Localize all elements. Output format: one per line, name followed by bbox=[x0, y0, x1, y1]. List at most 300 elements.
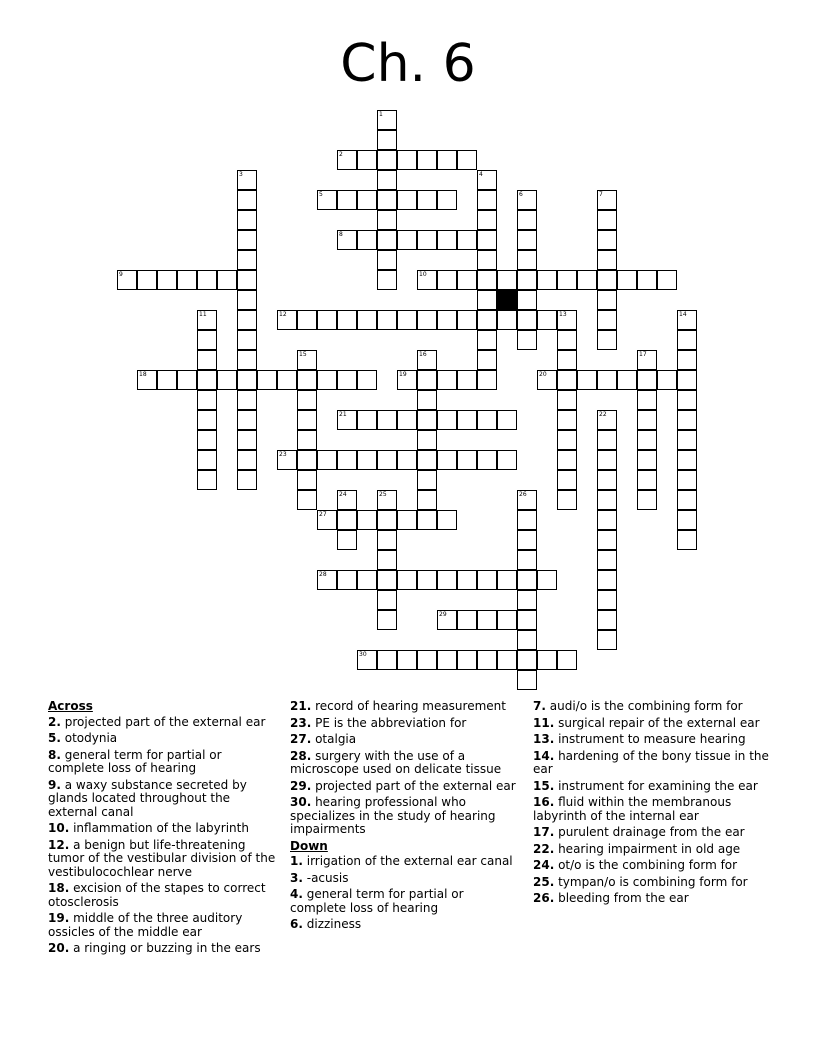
grid-cell[interactable] bbox=[217, 370, 237, 390]
grid-cell[interactable] bbox=[317, 190, 337, 210]
grid-cell[interactable] bbox=[457, 650, 477, 670]
grid-cell[interactable] bbox=[677, 370, 697, 390]
grid-cell[interactable] bbox=[377, 170, 397, 190]
grid-cell[interactable] bbox=[237, 350, 257, 370]
grid-cell[interactable] bbox=[237, 450, 257, 470]
grid-cell[interactable] bbox=[357, 570, 377, 590]
grid-cell[interactable] bbox=[497, 410, 517, 430]
grid-cell[interactable] bbox=[237, 390, 257, 410]
clue-number: 28. bbox=[290, 748, 312, 763]
grid-cell[interactable] bbox=[417, 150, 437, 170]
grid-cell[interactable] bbox=[437, 370, 457, 390]
clue-number: 18. bbox=[48, 881, 70, 895]
grid-cell[interactable] bbox=[197, 430, 217, 450]
grid-cell[interactable] bbox=[237, 310, 257, 330]
grid-cell[interactable] bbox=[237, 370, 257, 390]
grid-cell[interactable] bbox=[457, 370, 477, 390]
clue-item bbox=[290, 750, 522, 777]
grid-cell[interactable] bbox=[477, 650, 497, 670]
grid-cell[interactable] bbox=[497, 450, 517, 470]
grid-cell[interactable] bbox=[557, 370, 577, 390]
clue-number-label: 23 bbox=[279, 451, 287, 458]
grid-cell[interactable] bbox=[377, 150, 397, 170]
clue-number-label: 9 bbox=[119, 271, 123, 278]
clue-item bbox=[533, 780, 773, 794]
grid-cell[interactable] bbox=[317, 570, 337, 590]
grid-cell[interactable] bbox=[357, 230, 377, 250]
grid-cell[interactable] bbox=[417, 230, 437, 250]
grid-cell[interactable] bbox=[497, 310, 517, 330]
grid-cell[interactable] bbox=[177, 270, 197, 290]
grid-cell[interactable] bbox=[557, 470, 577, 490]
grid-cell[interactable] bbox=[497, 610, 517, 630]
grid-cell[interactable] bbox=[377, 210, 397, 230]
grid-cell[interactable] bbox=[377, 530, 397, 550]
grid-cell[interactable] bbox=[597, 510, 617, 530]
grid-cell[interactable] bbox=[337, 310, 357, 330]
clue-item bbox=[48, 779, 280, 820]
grid-cell[interactable] bbox=[297, 350, 317, 370]
grid-cell[interactable] bbox=[597, 450, 617, 470]
grid-cell[interactable] bbox=[357, 190, 377, 210]
clue-number-label: 20 bbox=[539, 371, 547, 378]
grid-cell[interactable] bbox=[517, 310, 537, 330]
grid-cell[interactable] bbox=[617, 370, 637, 390]
grid-cell[interactable] bbox=[417, 370, 437, 390]
grid-cell[interactable] bbox=[377, 410, 397, 430]
clue-item bbox=[533, 826, 773, 840]
clue-number-label: 10 bbox=[419, 271, 427, 278]
grid-cell[interactable] bbox=[237, 250, 257, 270]
grid-cell[interactable] bbox=[677, 510, 697, 530]
grid-cell[interactable] bbox=[317, 370, 337, 390]
clue-item bbox=[533, 876, 773, 890]
grid-cell[interactable] bbox=[237, 330, 257, 350]
grid-cell[interactable] bbox=[217, 270, 237, 290]
clue-text: projected part of the external ear bbox=[311, 778, 516, 793]
grid-cell[interactable] bbox=[377, 590, 397, 610]
grid-cell[interactable] bbox=[677, 530, 697, 550]
grid-cell[interactable] bbox=[237, 230, 257, 250]
clue-item bbox=[290, 796, 522, 837]
grid-cell[interactable] bbox=[677, 390, 697, 410]
clue-number: 29. bbox=[290, 778, 312, 793]
grid-cell[interactable] bbox=[477, 250, 497, 270]
grid-cell[interactable] bbox=[417, 270, 437, 290]
grid-cell[interactable] bbox=[557, 310, 577, 330]
grid-cell[interactable] bbox=[377, 270, 397, 290]
clue-text: hardening of the bony tissue in the ear bbox=[533, 748, 769, 776]
grid-cell[interactable] bbox=[177, 370, 197, 390]
clue-number: 2. bbox=[48, 714, 61, 729]
grid-cell[interactable] bbox=[417, 490, 437, 510]
grid-cell[interactable] bbox=[397, 150, 417, 170]
grid-cell[interactable] bbox=[377, 250, 397, 270]
grid-cell[interactable] bbox=[597, 270, 617, 290]
grid-cell[interactable] bbox=[297, 450, 317, 470]
grid-cell[interactable] bbox=[377, 230, 397, 250]
grid-cell[interactable] bbox=[377, 190, 397, 210]
grid-cell[interactable] bbox=[457, 150, 477, 170]
clue-number-label: 16 bbox=[419, 351, 427, 358]
grid-cell[interactable] bbox=[337, 370, 357, 390]
grid-cell[interactable] bbox=[577, 270, 597, 290]
clue-number: 15. bbox=[533, 778, 555, 793]
grid-cell[interactable] bbox=[597, 590, 617, 610]
grid-cell[interactable] bbox=[437, 190, 457, 210]
grid-cell[interactable] bbox=[477, 410, 497, 430]
grid-cell[interactable] bbox=[397, 230, 417, 250]
grid-cell[interactable] bbox=[497, 650, 517, 670]
grid-cell[interactable] bbox=[237, 290, 257, 310]
grid-cell[interactable] bbox=[557, 350, 577, 370]
grid-cell[interactable] bbox=[517, 250, 537, 270]
grid-cell[interactable] bbox=[637, 390, 657, 410]
grid-cell[interactable] bbox=[517, 190, 537, 210]
grid-cell[interactable] bbox=[517, 530, 537, 550]
grid-cell[interactable] bbox=[557, 650, 577, 670]
grid-cell[interactable] bbox=[237, 410, 257, 430]
grid-cell[interactable] bbox=[637, 490, 657, 510]
clue-item bbox=[48, 882, 280, 909]
clue-number: 3. bbox=[290, 870, 303, 885]
clue-item bbox=[533, 717, 773, 731]
grid-cell[interactable] bbox=[437, 650, 457, 670]
grid-cell[interactable] bbox=[397, 370, 417, 390]
grid-cell[interactable] bbox=[237, 170, 257, 190]
grid-cell[interactable] bbox=[677, 450, 697, 470]
grid-cell[interactable] bbox=[557, 430, 577, 450]
grid-cell[interactable] bbox=[237, 210, 257, 230]
grid-cell[interactable] bbox=[597, 210, 617, 230]
grid-cell[interactable] bbox=[437, 310, 457, 330]
grid-cell[interactable] bbox=[557, 390, 577, 410]
grid-cell[interactable] bbox=[377, 130, 397, 150]
grid-cell[interactable] bbox=[637, 370, 657, 390]
grid-cell[interactable] bbox=[597, 250, 617, 270]
grid-cell[interactable] bbox=[517, 610, 537, 630]
grid-cell[interactable] bbox=[437, 230, 457, 250]
grid-cell[interactable] bbox=[137, 370, 157, 390]
grid-cell[interactable] bbox=[517, 670, 537, 690]
clue-text: -acusis bbox=[302, 870, 349, 885]
grid-cell[interactable] bbox=[597, 530, 617, 550]
grid-cell[interactable] bbox=[297, 470, 317, 490]
grid-cell[interactable] bbox=[317, 310, 337, 330]
grid-cell[interactable] bbox=[197, 270, 217, 290]
grid-cell[interactable] bbox=[417, 510, 437, 530]
grid-cell[interactable] bbox=[557, 450, 577, 470]
grid-cell[interactable] bbox=[397, 310, 417, 330]
clue-item bbox=[290, 855, 522, 869]
grid-cell[interactable] bbox=[557, 330, 577, 350]
grid-cell[interactable] bbox=[417, 450, 437, 470]
clue-number: 25. bbox=[533, 874, 555, 889]
grid-cell[interactable] bbox=[557, 410, 577, 430]
grid-cell[interactable] bbox=[357, 650, 377, 670]
grid-cell[interactable] bbox=[297, 370, 317, 390]
grid-cell[interactable] bbox=[397, 450, 417, 470]
grid-cell[interactable] bbox=[677, 330, 697, 350]
grid-cell[interactable] bbox=[597, 370, 617, 390]
clue-number-label: 13 bbox=[559, 311, 567, 318]
grid-cell[interactable] bbox=[417, 650, 437, 670]
grid-cell[interactable] bbox=[417, 410, 437, 430]
clue-number: 24. bbox=[533, 858, 555, 872]
grid-cell[interactable] bbox=[477, 570, 497, 590]
grid-cell[interactable] bbox=[597, 610, 617, 630]
grid-cell[interactable] bbox=[537, 310, 557, 330]
grid-cell[interactable] bbox=[517, 210, 537, 230]
grid-cell[interactable] bbox=[377, 110, 397, 130]
grid-cell[interactable] bbox=[477, 310, 497, 330]
grid-cell[interactable] bbox=[417, 190, 437, 210]
grid-cell[interactable] bbox=[637, 270, 657, 290]
grid-cell[interactable] bbox=[677, 350, 697, 370]
grid-cell[interactable] bbox=[417, 350, 437, 370]
grid-cell[interactable] bbox=[437, 270, 457, 290]
grid-cell[interactable] bbox=[397, 570, 417, 590]
grid-cell[interactable] bbox=[357, 410, 377, 430]
grid-cell[interactable] bbox=[457, 310, 477, 330]
grid-cell[interactable] bbox=[277, 450, 297, 470]
grid-cell[interactable] bbox=[277, 370, 297, 390]
across-header: Across bbox=[48, 699, 93, 713]
grid-cell[interactable] bbox=[297, 430, 317, 450]
grid-cell[interactable] bbox=[397, 410, 417, 430]
grid-cell[interactable] bbox=[477, 610, 497, 630]
grid-cell[interactable] bbox=[197, 410, 217, 430]
grid-cell[interactable] bbox=[537, 370, 557, 390]
grid-cell[interactable] bbox=[597, 490, 617, 510]
grid-cell[interactable] bbox=[597, 550, 617, 570]
grid-cell[interactable] bbox=[497, 570, 517, 590]
grid-cell[interactable] bbox=[597, 330, 617, 350]
grid-cell[interactable] bbox=[597, 630, 617, 650]
grid-cell[interactable] bbox=[477, 290, 497, 310]
grid-cell[interactable] bbox=[377, 490, 397, 510]
grid-cell[interactable] bbox=[677, 410, 697, 430]
grid-cell[interactable] bbox=[257, 370, 277, 390]
grid-cell[interactable] bbox=[437, 610, 457, 630]
grid-cell[interactable] bbox=[237, 430, 257, 450]
grid-cell[interactable] bbox=[537, 270, 557, 290]
grid-cell[interactable] bbox=[517, 630, 537, 650]
grid-cell[interactable] bbox=[357, 450, 377, 470]
clue-item bbox=[290, 700, 522, 714]
grid-cell[interactable] bbox=[377, 450, 397, 470]
clue-number: 4. bbox=[290, 887, 303, 901]
grid-cell[interactable] bbox=[637, 350, 657, 370]
grid-cell[interactable] bbox=[677, 490, 697, 510]
grid-cell[interactable] bbox=[237, 190, 257, 210]
grid-cell[interactable] bbox=[677, 430, 697, 450]
grid-cell[interactable] bbox=[237, 270, 257, 290]
grid-cell[interactable] bbox=[477, 170, 497, 190]
grid-cell[interactable] bbox=[597, 410, 617, 430]
grid-cell[interactable] bbox=[197, 370, 217, 390]
grid-cell[interactable] bbox=[477, 230, 497, 250]
grid-cell[interactable] bbox=[157, 370, 177, 390]
grid-cell[interactable] bbox=[337, 150, 357, 170]
clue-text: PE is the abbreviation for bbox=[311, 715, 467, 730]
clue-text: instrument for examining the ear bbox=[554, 778, 758, 793]
clue-number-label: 21 bbox=[339, 411, 347, 418]
grid-cell[interactable] bbox=[337, 450, 357, 470]
grid-cell[interactable] bbox=[517, 550, 537, 570]
grid-cell[interactable] bbox=[457, 610, 477, 630]
clue-item bbox=[48, 822, 280, 836]
grid-cell[interactable] bbox=[517, 590, 537, 610]
grid-cell[interactable] bbox=[517, 330, 537, 350]
clue-item bbox=[48, 942, 280, 956]
grid-cell[interactable] bbox=[317, 450, 337, 470]
down-header: Down bbox=[290, 838, 328, 853]
grid-cell[interactable] bbox=[397, 190, 417, 210]
grid-cell[interactable] bbox=[597, 430, 617, 450]
grid-cell[interactable] bbox=[457, 270, 477, 290]
grid-cell[interactable] bbox=[377, 610, 397, 630]
grid-cell[interactable] bbox=[577, 370, 597, 390]
grid-cell[interactable] bbox=[197, 310, 217, 330]
grid-cell[interactable] bbox=[617, 270, 637, 290]
grid-cell[interactable] bbox=[297, 490, 317, 510]
grid-cell[interactable] bbox=[417, 310, 437, 330]
grid-cell[interactable] bbox=[477, 270, 497, 290]
grid-cell[interactable] bbox=[477, 450, 497, 470]
grid-cell[interactable] bbox=[477, 350, 497, 370]
grid-cell[interactable] bbox=[457, 450, 477, 470]
grid-cell[interactable] bbox=[377, 570, 397, 590]
grid-cell[interactable] bbox=[597, 230, 617, 250]
grid-cell[interactable] bbox=[497, 270, 517, 290]
grid-cell[interactable] bbox=[437, 450, 457, 470]
grid-cell[interactable] bbox=[197, 470, 217, 490]
grid-cell[interactable] bbox=[417, 470, 437, 490]
grid-cell[interactable] bbox=[197, 330, 217, 350]
grid-cell[interactable] bbox=[477, 370, 497, 390]
grid-cell[interactable] bbox=[477, 210, 497, 230]
grid-cell[interactable] bbox=[337, 510, 357, 530]
grid-cell[interactable] bbox=[677, 310, 697, 330]
grid-cell[interactable] bbox=[197, 390, 217, 410]
clue-item bbox=[290, 918, 522, 932]
grid-cell[interactable] bbox=[297, 410, 317, 430]
grid-cell[interactable] bbox=[337, 570, 357, 590]
grid-cell[interactable] bbox=[677, 470, 697, 490]
grid-cell[interactable] bbox=[597, 570, 617, 590]
clue-item bbox=[290, 717, 522, 731]
grid-cell[interactable] bbox=[517, 510, 537, 530]
grid-cell[interactable] bbox=[197, 350, 217, 370]
grid-cell[interactable] bbox=[457, 570, 477, 590]
grid-cell[interactable] bbox=[597, 310, 617, 330]
grid-cell[interactable] bbox=[437, 570, 457, 590]
grid-cell[interactable] bbox=[457, 410, 477, 430]
grid-cell[interactable] bbox=[337, 230, 357, 250]
clue-text: a benign but life-threatening tumor of the vestibular division of the vestibulocochlear nerve bbox=[48, 837, 276, 879]
grid-cell[interactable] bbox=[377, 650, 397, 670]
clue-item bbox=[48, 749, 280, 776]
clue-text: fluid within the membranous labyrinth of the internal ear bbox=[533, 795, 732, 823]
grid-cell[interactable] bbox=[377, 310, 397, 330]
grid-cell[interactable] bbox=[637, 450, 657, 470]
grid-cell[interactable] bbox=[157, 270, 177, 290]
grid-cell[interactable] bbox=[657, 270, 677, 290]
grid-cell[interactable] bbox=[357, 150, 377, 170]
grid-cell[interactable] bbox=[117, 270, 137, 290]
grid-cell[interactable] bbox=[357, 370, 377, 390]
grid-cell[interactable] bbox=[277, 310, 297, 330]
grid-cell[interactable] bbox=[337, 530, 357, 550]
grid-cell[interactable] bbox=[437, 410, 457, 430]
grid-cell[interactable] bbox=[297, 390, 317, 410]
grid-cell[interactable] bbox=[637, 470, 657, 490]
grid-cell[interactable] bbox=[197, 450, 217, 470]
grid-cell[interactable] bbox=[237, 470, 257, 490]
grid-cell[interactable] bbox=[477, 190, 497, 210]
grid-cell[interactable] bbox=[637, 410, 657, 430]
clue-item bbox=[290, 872, 522, 886]
grid-cell[interactable] bbox=[337, 410, 357, 430]
grid-cell[interactable] bbox=[397, 510, 417, 530]
grid-cell[interactable] bbox=[597, 470, 617, 490]
grid-cell[interactable] bbox=[477, 330, 497, 350]
grid-cell[interactable] bbox=[637, 430, 657, 450]
clue-item bbox=[533, 796, 773, 823]
clue-number-label: 1 bbox=[379, 111, 383, 118]
grid-cell[interactable] bbox=[377, 550, 397, 570]
grid-cell[interactable] bbox=[297, 310, 317, 330]
grid-cell[interactable] bbox=[597, 290, 617, 310]
grid-cell[interactable] bbox=[537, 650, 557, 670]
clue-text: bleeding from the ear bbox=[554, 891, 689, 905]
grid-cell[interactable] bbox=[517, 490, 537, 510]
grid-cell[interactable] bbox=[417, 390, 437, 410]
clue-number: 9. bbox=[48, 777, 61, 792]
grid-cell[interactable] bbox=[337, 490, 357, 510]
grid-cell[interactable] bbox=[557, 490, 577, 510]
grid-cell[interactable] bbox=[517, 270, 537, 290]
clue-text: hearing impairment in old age bbox=[554, 841, 741, 856]
grid-cell[interactable] bbox=[357, 510, 377, 530]
grid-cell[interactable] bbox=[437, 150, 457, 170]
grid-cell[interactable] bbox=[397, 650, 417, 670]
clue-number: 8. bbox=[48, 747, 61, 762]
grid-cell[interactable] bbox=[517, 230, 537, 250]
grid-cell[interactable] bbox=[537, 570, 557, 590]
clue-column-1 bbox=[48, 700, 280, 959]
clue-number-label: 22 bbox=[599, 411, 607, 418]
grid-cell[interactable] bbox=[597, 190, 617, 210]
grid-cell[interactable] bbox=[517, 570, 537, 590]
grid-cell[interactable] bbox=[137, 270, 157, 290]
grid-cell[interactable] bbox=[417, 570, 437, 590]
grid-cell[interactable] bbox=[417, 430, 437, 450]
grid-cell[interactable] bbox=[517, 290, 537, 310]
grid-cell[interactable] bbox=[457, 230, 477, 250]
grid-cell[interactable] bbox=[337, 190, 357, 210]
grid-cell[interactable] bbox=[437, 510, 457, 530]
grid-cell[interactable] bbox=[517, 650, 537, 670]
grid-cell[interactable] bbox=[377, 510, 397, 530]
grid-cell[interactable] bbox=[357, 310, 377, 330]
clue-item bbox=[290, 780, 522, 794]
grid-cell[interactable] bbox=[557, 270, 577, 290]
grid-cell[interactable] bbox=[317, 510, 337, 530]
grid-cell[interactable] bbox=[657, 370, 677, 390]
clue-number: 23. bbox=[290, 715, 312, 730]
